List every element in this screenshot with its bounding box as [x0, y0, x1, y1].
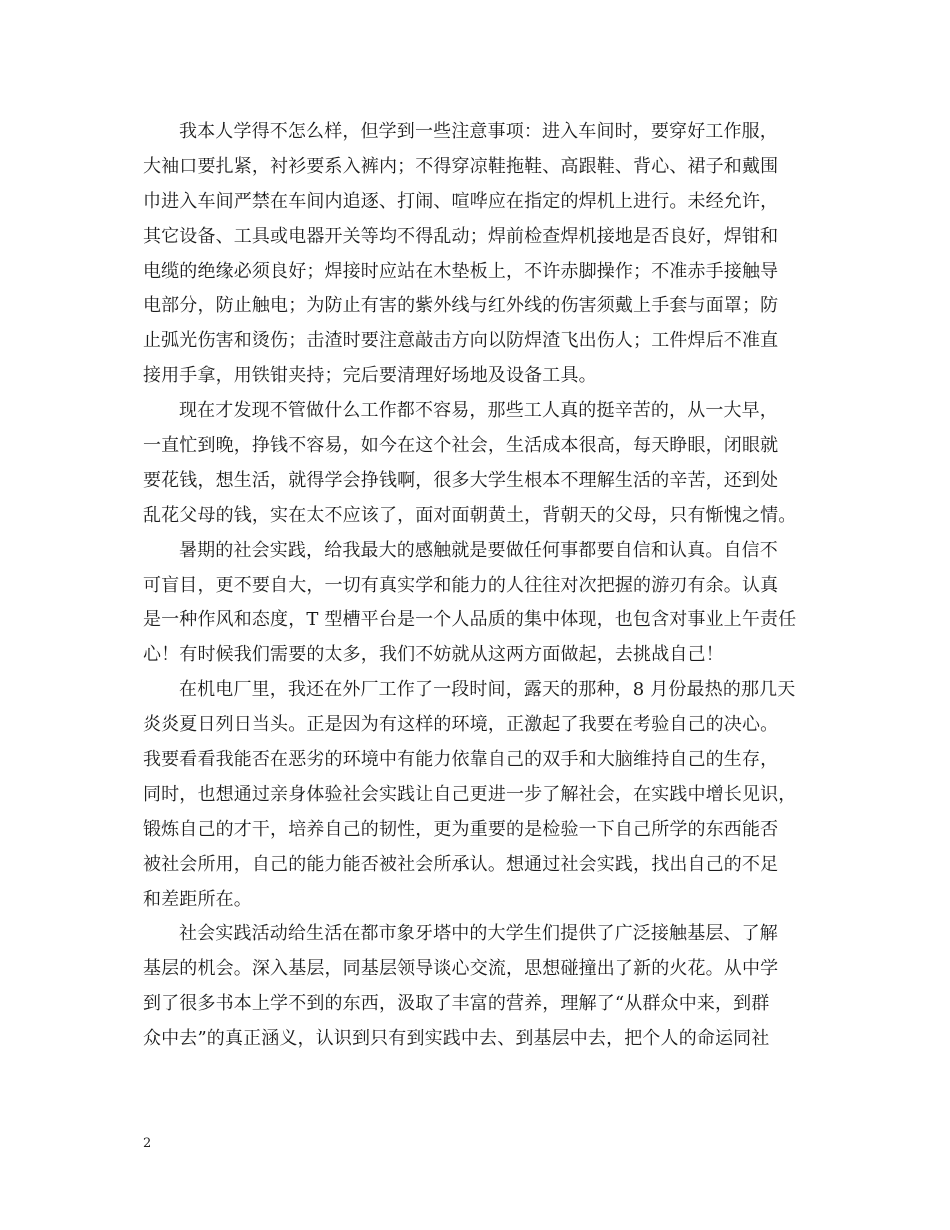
- text-line: 到了很多书本上学不到的东西，汲取了丰富的营养，理解了“从群众中来，到群: [143, 993, 770, 1015]
- text-line: 众中去”的真正涵义，认识到只有到实践中去、到基层中去，把个人的命运同社: [143, 1028, 770, 1050]
- text-line: 暑期的社会实践，给我最大的感触就是要做任何事都要自信和认真。自信不: [179, 539, 778, 561]
- text-line: 基层的机会。深入基层，同基层领导谈心交流，思想碰撞出了新的火花。从中学: [143, 958, 779, 980]
- text-line: 社会实践活动给生活在都市象牙塔中的大学生们提供了广泛接触基层、了解: [179, 923, 778, 945]
- text-line: 炎炎夏日列日当头。正是因为有这样的环境，正激起了我要在考验自己的决心。: [143, 714, 779, 736]
- text-line: 被社会所用，自己的能力能否被社会所承认。想通过社会实践，找出自己的不足: [143, 853, 779, 875]
- text-line: 我要看看我能否在恶劣的环境中有能力依靠自己的双手和大脑维持自己的生存，: [143, 749, 779, 771]
- text-line: 止弧光伤害和烫伤；击渣时要注意敲击方向以防焊渣飞出伤人；工件焊后不准直: [143, 330, 779, 352]
- text-line: 接用手拿，用铁钳夹持；完后要清理好场地及设备工具。: [143, 365, 597, 387]
- page-number: 2: [143, 1136, 152, 1151]
- text-line: 同时，也想通过亲身体验社会实践让自己更进一步了解社会，在实践中增长见识，: [143, 783, 797, 805]
- text-line: 锻炼自己的才干，培养自己的韧性，更为重要的是检验一下自己所学的东西能否: [143, 818, 779, 840]
- text-line: 巾进入车间严禁在车间内追逐、打闹、喧哗应在指定的焊机上进行。未经允许，: [143, 190, 779, 212]
- text-line: 是一种作风和态度，T 型槽平台是一个人品质的集中体现，也包含对事业上午责任: [143, 609, 797, 631]
- text-line: 其它设备、工具或电器开关等均不得乱动；焊前检查焊机接地是否良好，焊钳和: [143, 225, 779, 247]
- text-line: 要花钱，想生活，就得学会挣钱啊，很多大学生根本不理解生活的辛苦，还到处: [143, 469, 779, 491]
- body-text: [143, 115, 815, 1057]
- text-line: 大袖口要扎紧，衬衫要系入裤内；不得穿凉鞋拖鞋、高跟鞋、背心、裙子和戴围: [143, 155, 779, 177]
- text-line: 一直忙到晚，挣钱不容易，如今在这个社会，生活成本很高，每天睁眼，闭眼就: [143, 435, 779, 457]
- text-line: 乱花父母的钱，实在太不应该了，面对面朝黄土，背朝天的父母，只有惭愧之情。: [143, 504, 797, 526]
- text-line: 和差距所在。: [143, 888, 252, 910]
- text-line: 电部分，防止触电；为防止有害的紫外线与红外线的伤害须戴上手套与面罩；防: [143, 295, 779, 317]
- text-line: 可盲目，更不要自大，一切有真实学和能力的人往往对次把握的游刃有余。认真: [143, 574, 779, 596]
- text-line: 在机电厂里，我还在外厂工作了一段时间，露天的那种，8 月份最热的那几天: [179, 679, 796, 701]
- text-line: 现在才发现不管做什么工作都不容易，那些工人真的挺辛苦的，从一大早，: [179, 400, 778, 422]
- text-line: 电缆的绝缘必须良好；焊接时应站在木垫板上，不许赤脚操作；不准赤手接触导: [143, 260, 779, 282]
- text-line: 我本人学得不怎么样，但学到一些注意事项：进入车间时，要穿好工作服，: [179, 121, 778, 142]
- text-line: 心！有时候我们需要的太多，我们不妨就从这两方面做起，去挑战自己！: [143, 644, 724, 666]
